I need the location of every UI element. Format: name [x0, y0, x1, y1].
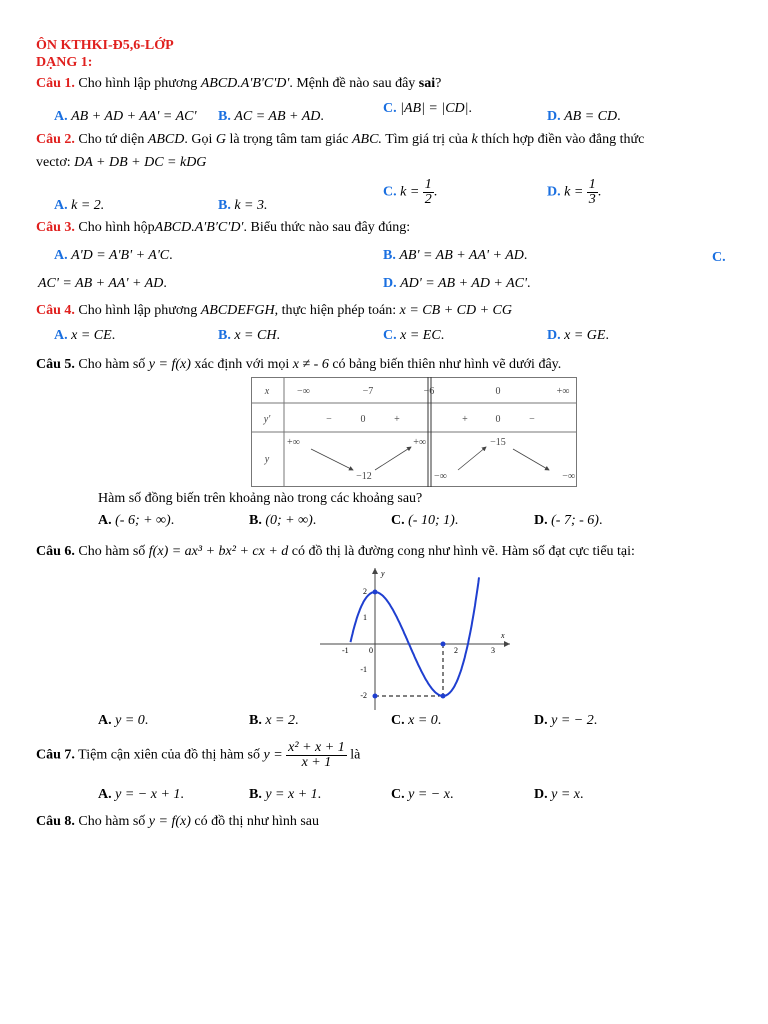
tick-y-2: 2	[363, 587, 367, 596]
q4-option-d[interactable]: D. x = GE.	[547, 328, 609, 343]
vt-y-m15: −15	[490, 437, 506, 448]
q7-option-b[interactable]: B. y = x + 1.	[249, 787, 322, 802]
vt-x-2: −6	[423, 386, 435, 397]
q1-option-a[interactable]: A. AB + AD + AA' = AC'	[54, 109, 197, 124]
q1-option-d[interactable]: D. AB = CD.	[547, 109, 621, 124]
page-title: ÔN KTHKI-Đ5,6-LỚP	[36, 38, 174, 53]
graph-x-label: x	[501, 631, 505, 640]
tick-y-neg2: -2	[360, 691, 367, 700]
section-title: DẠNG 1:	[36, 55, 93, 70]
point-0-2	[373, 590, 378, 595]
q6-option-d[interactable]: D. y = − 2.	[534, 713, 598, 728]
vt-sign-0: −	[326, 414, 332, 425]
graph-y-label: y	[381, 569, 385, 578]
q4-option-c[interactable]: C. x = EC.	[383, 328, 445, 343]
question-5: Câu 5. Cho hàm số y = f(x) xác định với mọi x ≠ - 6 có bảng biến thiên như hình vẽ dưới đây.	[36, 357, 562, 372]
q4-option-b[interactable]: B. x = CH.	[218, 328, 280, 343]
vt-sign-5: −	[529, 414, 535, 425]
tick-x-2: 2	[454, 646, 458, 655]
vt-x-4: +∞	[556, 386, 570, 397]
question-2: Câu 2. Cho tứ diện ABCD. Gọi G là trọng tâm tam giác ABC. Tìm giá trị của k thích hợp điền vào đẳng thức	[36, 132, 645, 147]
q2-option-d[interactable]: D. k = $\frac{1}{3}$ .	[547, 177, 602, 207]
vt-y-pinf2: +∞	[413, 437, 426, 448]
q3-option-b[interactable]: B. AB' = AB + AA' + AD.	[383, 248, 528, 263]
question-2-line2: vectơ: DA + DB + DC = kDG	[36, 155, 207, 170]
vt-sign-2: +	[394, 414, 400, 425]
tick-y-1: 1	[363, 613, 367, 622]
tick-x-3: 3	[491, 646, 495, 655]
tick-x-0: 0	[369, 646, 373, 655]
cubic-graph	[315, 564, 515, 712]
question-7: Câu 7. Tiệm cận xiên của đồ thị hàm số y = $\frac{\text{x² + x + 1}}{x + 1}$ là	[36, 740, 361, 770]
q5-option-c[interactable]: C. (- 10; 1).	[391, 513, 459, 528]
vt-sign-4: 0	[495, 414, 501, 425]
vt-x-label: x	[264, 386, 270, 397]
q7-option-a[interactable]: A. y = − x + 1.	[98, 787, 184, 802]
point-2-neg2	[441, 694, 446, 699]
q3-option-d[interactable]: D. AD' = AB + AD + AC'.	[383, 276, 531, 291]
q4-option-a[interactable]: A. x = CE.	[54, 328, 116, 343]
question-4: Câu 4. Cho hình lập phương ABCDEFGH, thực hiện phép toán: x = CB + CD + CG	[36, 303, 512, 318]
tick-x-neg1: -1	[342, 646, 349, 655]
vt-y-m12: −12	[356, 471, 372, 482]
q5-option-a[interactable]: A. (- 6; + ∞).	[98, 513, 175, 528]
q6-option-a[interactable]: A. y = 0.	[98, 713, 149, 728]
tick-y-neg1: -1	[360, 665, 367, 674]
q5-option-b[interactable]: B. (0; + ∞).	[249, 513, 317, 528]
point-0-neg2	[373, 694, 378, 699]
q7-option-c[interactable]: C. y = − x.	[391, 787, 454, 802]
q6-option-c[interactable]: C. x = 0.	[391, 713, 442, 728]
question-6: Câu 6. Cho hàm số f(x) = ax³ + bx² + cx + d có đồ thị là đường cong như hình vẽ. Hàm số đạt cực tiểu tại:	[36, 544, 635, 559]
vt-x-3: 0	[495, 386, 501, 397]
vt-sign-1: 0	[360, 414, 366, 425]
question-8: Câu 8. Cho hàm số y = f(x) có đồ thị như hình sau	[36, 814, 320, 829]
q2-option-a[interactable]: A. k = 2.	[54, 198, 105, 213]
q1-option-b[interactable]: B. AC = AB + AD.	[218, 109, 324, 124]
cubic-curve	[351, 577, 480, 696]
question-1: Câu 1. Cho hình lập phương ABCD.A'B'C'D'. Mệnh đề nào sau đây sai?	[36, 76, 442, 91]
variation-table	[251, 377, 577, 487]
vt-yprime-label: y'	[263, 414, 271, 425]
q5-prompt: Hàm số đồng biến trên khoảng nào trong các khoảng sau?	[98, 491, 423, 506]
vt-sign-3: +	[462, 414, 468, 425]
point-2-0	[441, 642, 446, 647]
q3-option-a[interactable]: A. A'D = A'B' + A'C.	[54, 248, 173, 263]
vt-y-pinf1: +∞	[287, 437, 300, 448]
q6-option-b[interactable]: B. x = 2.	[249, 713, 299, 728]
q5-option-d[interactable]: D. (- 7; - 6).	[534, 513, 603, 528]
question-3: Câu 3. Cho hình hộpABCD.A′B′C′D′. Biểu thức nào sau đây đúng:	[36, 220, 411, 235]
q1-option-c[interactable]: C. |AB| = |CD|.	[383, 101, 473, 116]
vt-y-label: y	[264, 454, 270, 465]
vt-y-minf2: −∞	[562, 471, 575, 482]
q3-option-c-label[interactable]: C.	[712, 250, 726, 265]
q2-option-b[interactable]: B. k = 3.	[218, 198, 268, 213]
q7-option-d[interactable]: D. y = x.	[534, 787, 584, 802]
q3-option-c[interactable]: AC' = AB + AA' + AD.	[38, 276, 167, 291]
vt-x-1: −7	[362, 386, 374, 397]
q2-option-c[interactable]: C. k = $\frac{1}{2}$ .	[383, 177, 438, 207]
vt-y-minf1: −∞	[434, 471, 447, 482]
vt-x-0: −∞	[297, 386, 310, 397]
